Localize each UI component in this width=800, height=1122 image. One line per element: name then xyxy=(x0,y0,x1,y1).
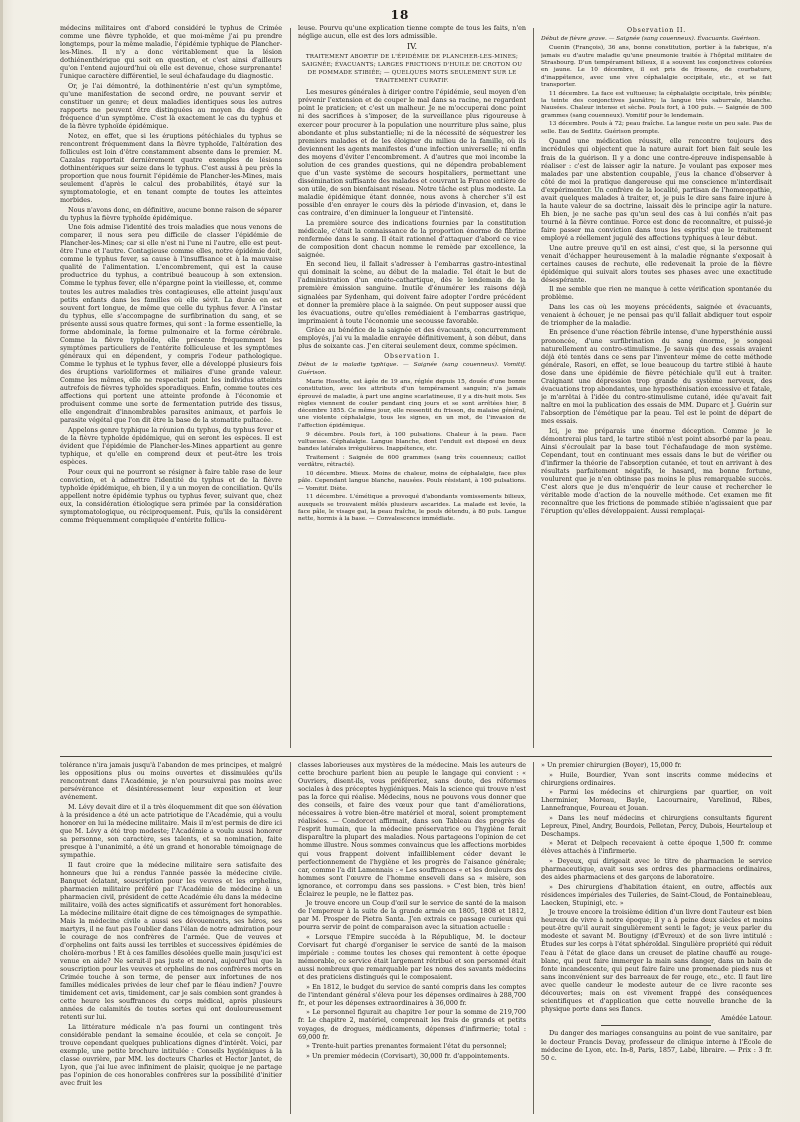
feuilleton-column-left xyxy=(60,761,282,1117)
paragraph: Pour ceux qui ne pourront se résigner à faire table rase de leur conviction, et à admettre l'identité du typhus et de la fièvre typhoïde épidémique, eh bien, il y a un moyen de conciliation. Qu'ils appellent notre épidémie typhus ou typhus fever, suivant que, chez eux, la considération étiologique sera primée par la considération symptomatologique, ou réciproquement. Puis, qu'ils la considèrent comme fréquemment compliquée d'entérite follicu- xyxy=(60,467,282,524)
paragraph: classes laborieuses aux mystères de la médecine. Mais les auteurs de cette brochure parlent bien au peuple le langage qui convient : « Ouvriers, disent-ils, vous préféreriez, sans doute, des réformes sociales à des préceptes hygiéniques. Mais la science qui trouve n'est pas la force qui réalise. Médecins, nous ne pouvons vous donner que des conseils, et faire des vœux pour que tant d'améliorations, nécessaires à votre bien-être matériel et moral, soient promptement réalisées. — Condorcet affirmait, dans son Tableau des progrès de l'esprit humain, que la médecine préservatrice ou l'hygiène ferait disparaître la plupart des maladies. Nous partageons l'opinion de cet homme illustre. Nous sommes convaincus que les affections morbides qui vous frappent doivent infailliblement céder devant le perfectionnement de l'hygiène et les progrès de l'aisance générale; car, comme l'a dit Lamennais : « Les souffrances « et les douleurs des hommes sont l'œuvre de l'homme enseveli dans sa « misère, son ignorance, et corrompu dans ses passions. » C'est bien, très bien! Éclairez le peuple, ne le flattez pas. xyxy=(298,761,526,898)
observation-paragraph: 11 décembre. L'émétique a provoqué d'abondants vomissements bilieux, auxquels se trouvaient mêlés plusieurs ascarides. La malade est levée, la face pâle, le visage gai, la peau fraîche, le pouls détendu, à 80 puls. Langue nette, hormis à la base. — Convalescence immédiate. xyxy=(298,494,526,523)
observation-paragraph: 9 décembre. Pouls fort, à 100 pulsations. Chaleur à la peau. Face vultueuse. Céphalalgie. Langue blanche, dont l'enduit est disposé en deux bandes latérales irrégulières. Inappétence, etc. xyxy=(298,431,526,453)
short-divider xyxy=(601,1025,711,1026)
page-number: 18 xyxy=(390,8,410,22)
section-number: IV. xyxy=(406,42,418,52)
paragraph: » Parmi les médecins et chirurgiens par quartier, on voit Lherminier, Moreau, Bayle, Lacournaire, Varelinud, Ribes, Lannefranque, Foureau et Jouan. xyxy=(541,788,772,813)
observation-paragraph: 10 décembre. Mieux. Moins de chaleur, moins de céphalalgie, face plus pâle. Cependant langue blanche, nausées. Pouls résistant, à 100 pulsations. — Vomitif. Diète. xyxy=(298,471,526,492)
paragraph: » Dans les neuf médecins et chirurgiens consultants figurent Lepreux, Pinel, Andry, Bourdois, Pelletan, Percy, Dubois, Heurteloup et Deschamps. xyxy=(541,813,772,838)
paragraph: Quand une médication réussit, elle rencontre toujours des incrédules qui objectent que la nature aurait fort bien fait seule les frais de la guérison. Il y a donc une contre-épreuve indispensable à réaliser : c'est de laisser agir la nature. Je voulant pas exposer mes malades par une abstention coupable, j'eus la chance d'observer à côté de moi la pratique dangereuse qui me conscience m'interdisait d'expérimenter. Un confrère de la localité, partisan de l'homœopathie, avait quelques malades à traiter, et, je puis le dire sans faire injure à la haute valeur de sa doctrine, laissait dès le principe agir la nature. Eh bien, je ne sache pas qu'un seul des cas à lui confiés n'ait pas tourné à la fièvre continue. Force est donc de reconnaître, et puissé-je faire passer ma conviction dans tous les esprits! que le traitement employé a réellement jugulé des affections typhiques à leur début. xyxy=(541,137,772,242)
paragraph: » En 1812, le budget du service de santé compris dans les comptes de l'intendant général s'éleva pour les dépenses ordinaires à 288,700 fr., et pour les dépenses extraordinaires à 36,000 fr. xyxy=(298,982,526,1007)
paragraph: La première source des indications fournies par la constitution médicale, c'était la connaissance de la proportion énorme de fibrine renfermée dans le sang. Il était rationnel d'attaquer d'abord ce vice de composition dont chacun nomme le remède par excellence, la saignée. xyxy=(298,218,526,259)
observation-heading: Début de la maladie typhique. — Saignée (sang couenneux). Vomitif. Guérison. xyxy=(298,362,526,376)
observation-title: Observation II. xyxy=(626,27,686,34)
paragraph: » Deyeux, qui dirigeait avec le titre de pharmacien le service pharmaceutique, avait sous ses ordres des pharmaciens ordinaires, des aides pharmaciens et des garçons de laboratoire. xyxy=(541,857,772,882)
paragraph: Appelons genre typhique la réunion du typhus, du typhus fever et de la fièvre typhoïde épidémique, qui en seront les espèces. Il est évident que l'épidémie de Plancher-les-Mines appartient au genre typhique, et qu'elle en comprend deux et peut-être les trois espèces. xyxy=(60,425,282,466)
page-edge-shadow xyxy=(0,0,3,1122)
paragraph: La littérature médicale n'a pas fourni un contingent très considérable pendant la semaine écoulée, et cela se conçoit. Je trouve cependant quelques publications dignes d'intérêt. Voici, par exemple, une petite brochure intitulée : Conseils hygiéniques à la classe ouvrière, par MM. les docteurs Charles et Hector Jantet, de Lyon, que j'ai lue avec infiniment de plaisir, quoique je ne partage pas l'opinion de ces honorables confrères sur la possibilité d'initier avec fruit les xyxy=(60,1023,282,1088)
paragraph: » Le personnel figurait au chapitre 1er pour la somme de 219,700 fr. Le chapitre 2, matériel, comprenait les frais de grands et petits voyages, de drogues, médicaments, dépenses d'infirmerie; total : 69,000 fr. xyxy=(298,1008,526,1041)
paragraph: Une fois admise l'identité des trois maladies que nous venons de comparer, il nous sera peu difficile de classer l'épidémie de Plancher-les-Mines; car si elle n'est ni l'une ni l'autre, elle est peut-être l'une et l'autre. Contagieuse comme elles, notre épidémie doit, comme le typhus fever, sa cause à l'insuffisance et à la mauvaise qualité de l'alimentation. L'encombrement, qui est la cause productrice du typhus, a contribué beaucoup à son extension. Comme le typhus fever, elle n'épargne point la vieillesse, et, comme toutes les autres maladies très contagieuses, elle atteint jusqu'aux petits enfants dans les familles où elle sévit. La durée en est souvent fort longue, de même que celle du typhus fever. A l'instar du typhus, elle s'accompagne de surfibrination du sang, et se présente aussi sous quatre formes, qui sont : la forme essentielle, la forme abdominale, la forme pulmonaire et la forme cérébrale. Comme la fièvre typhoïde, elle présente fréquemment les symptômes particuliers de l'entérite folliculeuse et les symptômes généraux qui en dépendent, y compris l'odeur pathologique. Comme le typhus et le typhus fever, elle a développé plusieurs fois des éruptions varioliformes et miliaires d'une grande valeur. Comme les mêmes, elle ne respectait point les individus atteints autrefois de fièvres typhoïdes sporadiques. Enfin, comme toutes ces affections qui portent une atteinte profonde à l'économie et produisent comme une sorte de fermentation putride des tissus, elle engendrait d'innombrables parasites animaux, et parfois le parasite végétal que l'on dit être la base de la stomatite pultacée. xyxy=(60,223,282,425)
column-divider xyxy=(533,762,534,1114)
paragraph: Grâce au bénéfice de la saignée et des évacuants, concurremment employés, j'ai vu la maladie enrayée définitivement, à son début, dans plus de soixante cas. J'en citerai seulement deux, comme spécimen. xyxy=(298,326,526,351)
observation-title: Observation I. xyxy=(384,353,440,361)
paragraph: Je trouve encore la troisième édition d'un livre dont l'auteur est bien heureux de vivre à notre époque; il y a à peine deux siècles et moins peut-être qu'il aurait singulièrement senti le fagot; je veux parler du modeste et savant M. Boutigny (d'Évreux) et de son livre intitulé : Études sur les corps à l'état sphéroïdal. Singulière propriété qui réduit l'eau à l'état de glace dans un creuset de platine chauffé au rouge-blanc, qui peut faire immerger la main sans danger, dans un bain de fonte incandescente, qui peut faire faire une promenade pieds nus et sans inconvénient sur des barreaux de fer rouge, etc., etc. Il faut lire avec quelle candeur le modeste auteur de ce livre raconte ses découvertes; mais on est vivement frappé des conséquences scientifiques et d'application que cette nouvelle branche de la physique porte dans ses flancs. xyxy=(541,908,772,1013)
paragraph: Ici, je me préparais une énorme déception. Comme je le démontrerai plus tard, le tartre stibié n'est point absorbé par la peau. Ainsi s'écroulait par la base tout l'échafaudage de mon système. Cependant, tout en continuant mes essais dans le but de vérifier ou d'infirmer la théorie de l'absorption cutanée, et tout en arrivant à des résultats parfaitement négatifs, le hasard, ma bonne fortune, voulurent que je n'en obtinsse pas moins le plus remarquable succès. C'est alors que je dus m'enquérir de leur cause et rechercher le véritable mode d'action de la nouvelle méthode. Cet examen me fit reconnaître que les frictions de pommade stibiée n'agissaient que par l'éruption qu'elles développaient. Aussi remplaçai- xyxy=(541,426,772,516)
paragraph: » Merat et Delpech recevaient à cette époque 1,500 fr. comme élèves attachés à l'infirmerie. xyxy=(541,839,772,856)
paragraph: tolérance n'ira jamais jusqu'à l'abandon de mes principes, et malgré les oppositions plus ou moins ouvertes et dissimulées qu'ils rencontrent dans l'Académie, je n'en poursuivrai pas moins avec persévérance et désintéressement leur exposition et leur avénement. xyxy=(60,761,282,802)
paragraph: » Un premier médecin (Corvisart), 30,000 fr. d'appointements. xyxy=(306,1051,510,1060)
paragraph: Dans les cas où les moyens précédents, saignée et évacuants, venaient à échouer, je ne pensai pas qu'il fallait abdiquer tout espoir de triompher de la maladie. xyxy=(541,302,772,327)
paragraph: Une autre preuve qu'il en est ainsi, c'est que, si la personne qui venait d'échapper heureusement à la maladie régnante s'exposait à certaines causes de rechute, elle redevenait la proie de la fièvre épidémique qui suivait alors toutes ses phases avec une exactitude désespérante. xyxy=(541,243,772,284)
paragraph: En second lieu, il fallait s'adresser à l'embarras gastro-intestinal qui dominait la scène, au début de la maladie. Tel était le but de l'administration d'un eméto-cathartique, dès le lendemain de la première émission sanguine. Inutile d'énumérer les raisons déjà signalées par Sydenham, qui doivent faire adopter l'ordre précédent et donner la première place à la saignée. On peut supposer aussi que les évacuations, outre qu'elles remédiaient à l'embarras gastrique, imprimaient à toute l'économie une secousse favorable. xyxy=(298,260,526,325)
review-title: Du danger des mariages consanguins au point de vue sanitaire, par le docteur Francis Devay, professeur de clinique interne à l'École de médecine de Lyon, etc. In-8, Paris, 1857, Labé, libraire. — Prix : 3 fr. 50 c. xyxy=(541,1029,772,1062)
column-right xyxy=(541,24,772,752)
paragraph: M. Lévy devait dire et il a très éloquemment dit que son élévation à la présidence a été un acte patriotique de l'Académie, qui a voulu honorer en lui la médecine militaire. Mais il m'est permis de dire ici que M. Lévy a été trop modeste; l'Académie a voulu aussi honorer sa personne, son caractère, ses talents, et sa nomination, faite presque à l'unanimité, a été un grand et honorable témoignage de sympathie. xyxy=(60,802,282,860)
observation-paragraph: 11 décembre. La face est vultueuse; la céphalalgie occipitale, très pénible; la teinte des conjonctives jaunâtre; la langue très saburrale, blanche. Nausées. Chaleur intense et sèche. Pouls fort, à 100 puls. — Saignée de 500 grammes (sang couenneux). Vomitif pour le lendemain. xyxy=(541,90,772,119)
column-divider xyxy=(290,28,291,748)
paragraph: « Lorsque l'Empire succéda à la République, M. le docteur Corvisart fut chargé d'organiser le service de santé de la maison impériale : comme toutes les choses qui remontent à cette époque mémorable, ce service était largement rétribué et son personnel était aussi nombreux que remarquable par les noms des savants médecins et des praticiens distingués qui le composaient. xyxy=(298,932,526,982)
paragraph: » Trente-huit parties prenantes formaient l'état du personnel; xyxy=(306,1042,507,1051)
paragraph: Je trouve encore un Coup d'œil sur le service de santé de la maison de l'empereur à la suite de la grande armée en 1805, 1808 et 1812, par M. Prosper de Pietra Santa. J'en extrais ce passage curieux qui pourra servir de point de comparaison avec la situation actuelle : xyxy=(298,899,526,932)
paragraph: Il me semble que rien ne manque à cette vérification spontanée du problème. xyxy=(541,285,772,302)
paragraph: En présence d'une réaction fébrile intense, d'une hypersthénie aussi prononcée, d'une surfibrination du sang énorme, je songeai naturellement au contro-stimulisme. Je savais que des essais avaient déjà été tentés dans ce sens par l'inventeur même de cette méthode générale, Rasori, en effet, se loue beaucoup du tartre stibié à haute dose dans une épidémie de fièvre pétéchiale qu'il eut à traiter. Craignant une dépression trop grande du système nerveux, des évacuations trop abondantes, une hyposthénisation excessive et fatale, je m'arrêtai à l'idée du contro-stimulisme cutané, idée qu'avait fait naître en moi la publication des essais de MM. Duparc et J. Guérin sur l'absorption de l'émétique par la peau. Tel est le point de départ de mes essais. xyxy=(541,328,772,425)
section-divider xyxy=(60,756,772,757)
observation-paragraph: 13 décembre. Pouls à 72; peau fraîche. La langue reste un peu sale. Pas de selle. Eau de Sedlitz. Guérison prompte. xyxy=(541,121,772,135)
paragraph: médecins militaires ont d'abord considéré le typhus de Crimée comme une fièvre typhoïde, et que moi-même j'ai pu prendre longtemps, pour la même maladie, l'épidémie typhique de Plancher-les-Mines. Il n'y a donc véritablement que la lésion dothiénenthérique qui soit en question, et c'est ainsi d'ailleurs qu'on l'entend aujourd'hui où elle est devenue, chose surprenante! l'unique caractère différentiel, le seul échafaudage du diagnostic. xyxy=(60,24,282,81)
author-signature: Amédée Latour. xyxy=(720,1014,772,1023)
paragraph: » Huile, Bourdier, Yvan sont inscrits comme médecins et chirurgiens ordinaires. xyxy=(541,770,772,787)
paragraph: Nous n'avons donc, en définitive, aucune bonne raison de séparer du typhus la fièvre typhoïde épidémique. xyxy=(60,205,282,222)
observation-paragraph: Marie Hosotte, est âgée de 19 ans, réglée depuis 15, douée d'une bonne constitution, avec les attributs d'un tempérament sanguin; n'a jamais éprouvé de maladie, à part une angine scarlatineuse, il y a dix-huit mois. Ses règles viennent de couler pendant cinq jours et se sont arrêtées hier, 8 décembre 1855. Ce même jour, elle ressentit du frisson, du malaise général, une violente céphalalgie, tous les signes, en un mot, de l'invasion de l'affection épidémique. xyxy=(298,378,526,429)
column-left xyxy=(60,24,282,752)
paragraph: Notez, en effet, que si les éruptions pétéchiales du typhus se rencontrent fréquemment dans la fièvre typhoïde, l'altération des follicules est loin d'être constamment absente dans le premier. M. Cazalas rapportait dernièrement quatre exemples de lésions dothinentériques sur seize dans le typhus. C'est aussi à peu près la proportion que nous fournit l'épidémie de Plancher-les-Mines, mais seulement d'après le calcul des probabilités, étayé sur la symptomatologie, et en tenant compte de toutes les atteintes morbides. xyxy=(60,131,282,204)
paragraph: » Un premier chirurgien (Boyer), 15,000 fr. xyxy=(541,761,682,769)
observation-paragraph: Traitement : Saignée de 600 grammes (sang très couenneux; caillot verdâtre, rétracté). xyxy=(298,454,526,469)
paragraph: leuse. Pourvu qu'une explication tienne compte de tous les faits, n'en néglige aucun, elle est des lors admissible. xyxy=(298,24,526,41)
paragraph: Or, je l'ai démontré, la dothinentérie n'est qu'un symptôme, qu'une manifestation de second ordre, ne pouvant servir et constituer un genre; et deux maladies identiques sous les autres rapports ne peuvent être distinguées au moyen du degré de fréquence d'un symptôme. C'est là exactement le cas du typhus et de la fièvre typhoïde épidémique. xyxy=(60,81,282,131)
column-divider xyxy=(290,762,291,1114)
paragraph: Les mesures générales à diriger contre l'épidémie, seul moyen d'en prévenir l'extension et de couper le mal dans sa racine, ne regardent point le praticien; et c'est un malheur. Je ne m'occuperai donc point ni des sacrifices à s'imposer, de la surveillance plus rigoureuse à exercer pour procurer à la population une nourriture plus saine, plus abondante et plus substantielle; ni de la nécessité de séquestrer les premiers malades et de les éloigner du milieu de la famille, où ils deviennent les agents manifestes d'une infection universelle; ni enfin des moyens d'éviter l'encombrement. A d'autres que moi incombe la solution de ces grandes questions, qui ne dépendra probablement que d'un vaste système de secours hospitaliers, permettant une dissémination suffisante des malades et couvrant la France entière de son utile, de son bienfaisant réseau. Notre tâche est plus modeste. La maladie épidémique étant donnée, nous avons à chercher s'il est possible d'en enrayer le cours dès la période d'invasion, et, dans le cas contraire, d'en diminuer la longueur et l'intensité. xyxy=(298,88,526,218)
feuilleton-column-right xyxy=(541,761,772,1117)
column-divider xyxy=(533,28,534,748)
column-middle xyxy=(298,24,526,752)
observation-heading: Début de fièvre grave. — Saignée (sang couenneux). Évacuants. Guérison. xyxy=(541,36,761,43)
paragraph: Il faut croire que la médecine militaire sera satisfaite des honneurs que lui a rendus l'année passée la médecine civile. Banquet éclatant, souscription pour les veuves et les orphelins, pharmacien militaire préféré par l'Académie de médecine à un pharmacien civil, président de cette Académie élu dans la médecine militaire, voilà des actes significatifs et assurément fort honorables. La médecine militaire était digne de ces témoignages de sympathie. Mais la médecine civile a aussi ses dévouements, ses héros, ses martyrs, il ne faut pas l'oublier dans l'élan de notre admiration pour le courage de nos confrères de l'armée. Que de veuves et d'orphelins ont faits aussi les terribles et successives épidémies de choléra-morbus ! Et à ces familles désolées quelle main jusqu'ici est venue en aide? Ne serait-il pas juste et moral, aujourd'hui que la souscription pour les veuves et orphelins de nos confrères morts en Crimée touche à son terme, de penser aux infortunes de nos familles médicales privées de leur chef par le fléau indien? J'ouvre timidement cet avis, timidement, car je sais combien sont grandes à cette heure les souffrances du corps médical, après plusieurs années de calamités de toutes sortes qui ont douloureusement retenti sur lui. xyxy=(60,860,282,1022)
feuilleton-column-middle xyxy=(298,761,526,1117)
paragraph: » Des chirurgiens d'habitation étaient, en outre, affectés aux résidences impériales des Tuileries, de Saint-Cloud, de Fontainebleau, Laecken, Stupinigi, etc. » xyxy=(541,882,772,907)
observation-paragraph: Cuenin (François), 36 ans, bonne constitution, portier à la fabrique, n'a jamais eu d'autre maladie qu'une pneumonie traitée à l'hôpital militaire de Strasbourg. D'un tempérament bilieux, il a souvent les conjonctives colorées en jaune. Le 10 décembre, il est pris de frissons, de courbature, d'inappétence, avec une vive céphalalgie occipitale, etc., et se fait transporter. xyxy=(541,45,772,88)
section-title: TRAITEMENT ABORTIF DE L'ÉPIDÉMIE DE PLANCHER-LES-MINES; SAIGNÉE; ÉVACUANTS; LARGES FRICTIONS D'HUILE DE CROTON OU DE POMMADE STIBIÉE; — QUELQUES MOTS SEULEMENT SUR LE TRAITEMENT CURATIF. xyxy=(301,54,523,85)
